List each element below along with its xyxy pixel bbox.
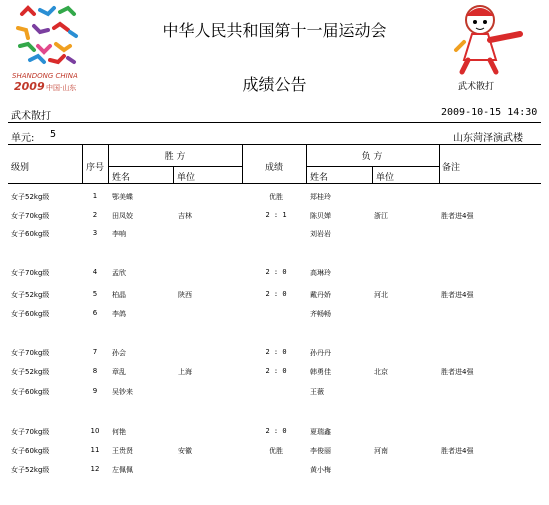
row-loser-unit: 河北 (374, 291, 388, 299)
row-winner-name: 李响 (112, 230, 126, 238)
unit-label: 单元: (11, 133, 35, 144)
row-loser-unit: 浙江 (374, 212, 388, 220)
row-seq: 5 (92, 290, 98, 298)
logo-cn: 中国·山东 (46, 84, 77, 92)
row-result: 优胜 (269, 447, 283, 455)
col-seq: 序号 (86, 163, 105, 173)
col-winner-unit: 单位 (177, 173, 196, 183)
header-rule (8, 122, 541, 123)
row-result: 2 : 0 (265, 290, 287, 298)
row-category: 女子52kg级 (11, 291, 50, 299)
row-loser-name: 夏瑞鑫 (310, 428, 331, 436)
row-seq: 3 (92, 229, 98, 237)
row-winner-name: 吴钞来 (112, 388, 133, 396)
row-winner-unit: 上海 (178, 368, 192, 376)
col-winner-name: 姓名 (112, 173, 131, 183)
row-remark: 胜者进4强 (441, 212, 474, 220)
row-category: 女子70kg级 (11, 428, 50, 436)
row-loser-name: 黄小梅 (310, 466, 331, 474)
row-result: 2 : 0 (265, 268, 287, 276)
row-loser-name: 王薇 (310, 388, 324, 396)
report-datetime: 2009-10-15 14:30 (441, 107, 538, 118)
row-result: 优胜 (269, 193, 283, 201)
row-seq: 12 (90, 465, 100, 473)
row-seq: 1 (92, 192, 98, 200)
row-loser-name: 孙丹丹 (310, 349, 331, 357)
row-winner-name: 孟欣 (112, 269, 126, 277)
col-loser-name: 姓名 (310, 173, 329, 183)
row-loser-name: 陈贝婵 (310, 212, 331, 220)
venue: 山东菏泽演武楼 (453, 133, 523, 144)
row-category: 女子70kg级 (11, 269, 50, 277)
page-subtitle: 成绩公告 (242, 75, 307, 94)
col-winner: 胜 方 (164, 152, 186, 162)
col-remark: 备注 (442, 163, 461, 173)
row-winner-name: 左佩佩 (112, 466, 133, 474)
row-result: 2 : 1 (265, 211, 287, 219)
row-seq: 9 (92, 387, 98, 395)
mascot-image (450, 2, 530, 76)
unit-value: 5 (50, 129, 57, 140)
col-category: 级别 (11, 163, 30, 173)
row-seq: 6 (92, 309, 98, 317)
row-remark: 胜者进4强 (441, 447, 474, 455)
row-winner-name: 柏晶 (112, 291, 126, 299)
row-winner-unit: 安徽 (178, 447, 192, 455)
row-loser-unit: 北京 (374, 368, 388, 376)
logo-text: SHANDONG CHINA (12, 72, 78, 80)
row-category: 女子52kg级 (11, 466, 50, 474)
row-seq: 11 (90, 446, 100, 454)
row-winner-name: 孙会 (112, 349, 126, 357)
page-title: 中华人民共和国第十一届运动会 (162, 21, 387, 40)
event-name: 武术散打 (11, 111, 51, 122)
row-category: 女子60kg级 (11, 310, 50, 318)
row-seq: 4 (92, 268, 98, 276)
row-winner-name: 鄂美蝶 (112, 193, 133, 201)
row-category: 女子60kg级 (11, 447, 50, 455)
row-result: 2 : 0 (265, 348, 287, 356)
row-loser-name: 刘岩岩 (310, 230, 331, 238)
row-loser-name: 韩勇佳 (310, 368, 331, 376)
row-category: 女子52kg级 (11, 368, 50, 376)
row-loser-unit: 河南 (374, 447, 388, 455)
mascot-caption: 武术散打 (458, 82, 495, 92)
row-winner-unit: 陕西 (178, 291, 192, 299)
col-loser-unit: 单位 (376, 173, 395, 183)
mascot-icon (450, 2, 530, 76)
row-winner-unit: 吉林 (178, 212, 192, 220)
row-result: 2 : 0 (265, 367, 287, 375)
row-loser-name: 高琳玲 (310, 269, 331, 277)
row-winner-name: 李鸽 (112, 310, 126, 318)
row-winner-name: 何艳 (112, 428, 126, 436)
row-remark: 胜者进4强 (441, 291, 474, 299)
row-loser-name: 李俊丽 (310, 447, 331, 455)
row-loser-name: 齐畅畅 (310, 310, 331, 318)
row-seq: 2 (92, 211, 98, 219)
row-winner-name: 章乱 (112, 368, 126, 376)
logo-year: 2009 (14, 80, 45, 93)
row-category: 女子70kg级 (11, 212, 50, 220)
row-winner-name: 田凤姣 (112, 212, 133, 220)
row-result: 2 : 0 (265, 427, 287, 435)
col-result: 成绩 (264, 163, 284, 173)
row-seq: 10 (90, 427, 100, 435)
row-loser-name: 戴丹娇 (310, 291, 331, 299)
row-category: 女子60kg级 (11, 388, 50, 396)
col-loser: 负 方 (361, 152, 383, 162)
row-remark: 胜者进4强 (441, 368, 474, 376)
row-seq: 8 (92, 367, 98, 375)
row-loser-name: 郑桂玲 (310, 193, 331, 201)
row-seq: 7 (92, 348, 98, 356)
row-winner-name: 王贵贤 (112, 447, 133, 455)
row-category: 女子60kg级 (11, 230, 50, 238)
row-category: 女子70kg级 (11, 349, 50, 357)
row-category: 女子52kg级 (11, 193, 50, 201)
